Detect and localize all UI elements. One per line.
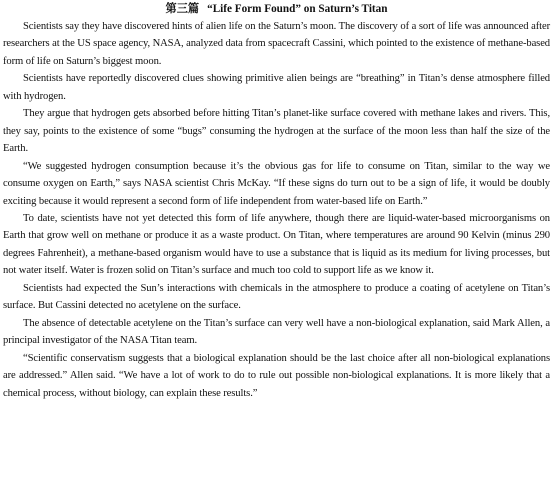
- paragraph-4: “We suggested hydrogen consumption because it’s the obvious gas for life to consume on Titan, similar to the way we consume oxygen on Earth,” says NASA scientist Chris McKay. “If these signs do turn out to be a sign of life, it would be doubly exciting because it would represent a second form of life independent from water-based life on Earth.”: [3, 160, 550, 207]
- article-title-prefix: 第三篇: [165, 3, 200, 15]
- article-title: [3, 2, 550, 16]
- paragraph-1: Scientists say they have discovered hints of alien life on the Saturn’s moon. The discovery of a sort of life was announced after researchers at the US space agency, NASA, analyzed data from spacecraft Cassini, which pointed to the existence of methane-based form of life on Saturn’s biggest moon.: [3, 21, 550, 67]
- paragraph-6: Scientists had expected the Sun’s interactions with chemicals in the atmosphere to produce a coating of acetylene on Titan’s surface. But Cassini detected no acetylene on the surface.: [3, 282, 550, 312]
- paragraph-5: To date, scientists have not yet detected this form of life anywhere, though there are liquid-water-based microorganisms on Earth that grow well on methane or produce it as a waste product. On Titan, where temperatures are around 90 Kelvin (minus 290 degrees Fahrenheit), a methane-based organism would have to use a substance that is liquid as its medium for living processes, but not water itself. Water is frozen solid on Titan’s surface and much too cold to support life as we know it.: [3, 212, 550, 277]
- paragraph-2: Scientists have reportedly discovered clues showing primitive alien beings are “breathing” in Titan’s dense atmosphere filled with hydrogen.: [3, 73, 550, 102]
- paragraph-3: They argue that hydrogen gets absorbed before hitting Titan’s planet-like surface covered with methane lakes and rivers. This, they say, points to the existence of some “bugs” consuming the hydrogen at the surface of the moon less than half the size of the Earth.: [3, 108, 550, 155]
- paragraph-7: The absence of detectable acetylene on the Titan’s surface can very well have a non-biological explanation, said Mark Allen, a principal investigator of the NASA Titan team.: [3, 317, 550, 347]
- article-title-text: “Life Form Found” on Saturn’s Titan: [207, 3, 388, 15]
- paragraph-8: “Scientific conservatism suggests that a biological explanation should be the last choice after all non-biological explanations are addressed.” Allen said. “We have a lot of work to do to rule out possible non-biological explanations. It is more likely that a chemical process, without biology, can explain these results.”: [3, 352, 550, 399]
- article-body: [3, 18, 550, 402]
